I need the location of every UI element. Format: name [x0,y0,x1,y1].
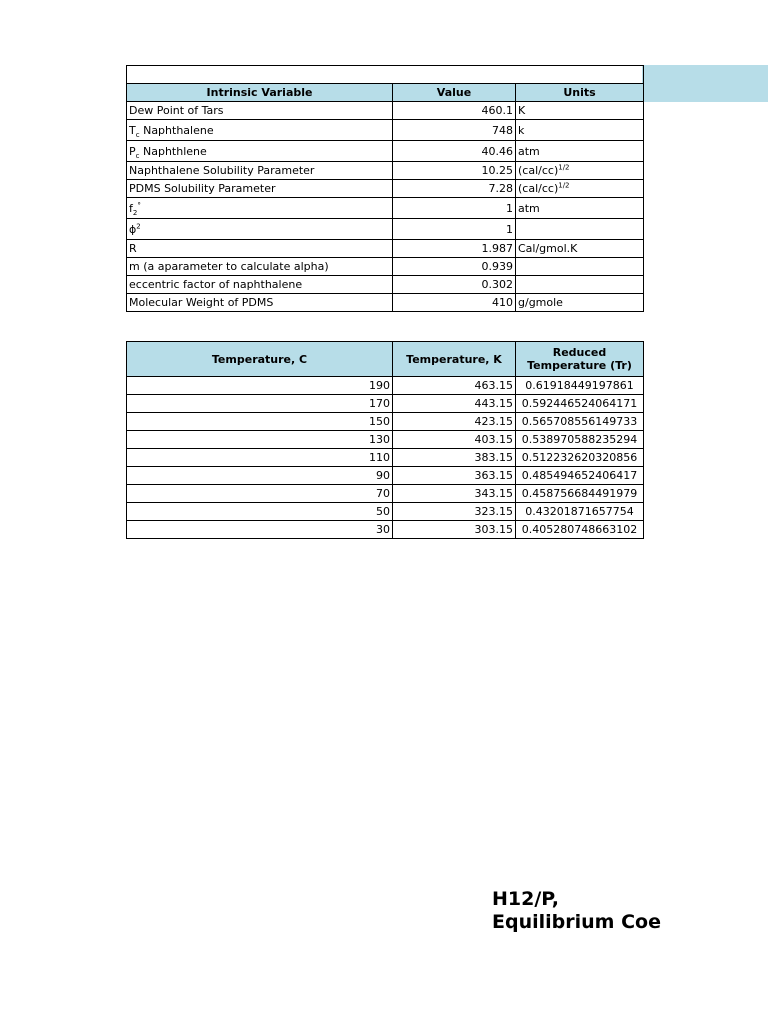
table-row [127,240,644,258]
header-intrinsic-variable: Intrinsic Variable [127,84,393,102]
header-band-fill [642,65,768,102]
value-cell[interactable]: 410 [393,294,516,312]
value-cell[interactable]: 7.28 [393,180,516,198]
tr-cell[interactable]: 0.485494652406417 [516,467,644,485]
temp-k-cell[interactable]: 343.15 [393,485,516,503]
symbol-sub: 2 [132,208,138,217]
tr-cell[interactable]: 0.538970588235294 [516,431,644,449]
reduced-temperature-table [126,341,644,539]
header-row [127,342,644,377]
table-row [127,120,644,141]
tr-cell[interactable]: 0.512232620320856 [516,449,644,467]
header-value: Value [393,84,516,102]
temp-c-cell[interactable]: 30 [127,521,393,539]
variable-cell[interactable] [127,141,393,162]
header-temperature-c: Temperature, C [127,342,393,377]
tr-cell[interactable]: 0.458756684491979 [516,485,644,503]
unit-cell[interactable] [516,219,644,240]
unit-cell[interactable]: K [516,102,644,120]
variable-cell[interactable]: m (a aparameter to calculate alpha) [127,258,393,276]
table-row [127,413,644,431]
unit-exponent: 1/2 [558,163,570,172]
unit-cell[interactable]: Cal/gmol.K [516,240,644,258]
temp-c-cell[interactable]: 130 [127,431,393,449]
table-row [127,294,644,312]
value-cell[interactable]: 1 [393,198,516,219]
temp-c-cell[interactable]: 50 [127,503,393,521]
tr-cell[interactable]: 0.61918449197861 [516,377,644,395]
table-row [127,431,644,449]
table-row [127,180,644,198]
variable-cell[interactable]: R [127,240,393,258]
unit-cell[interactable]: atm [516,141,644,162]
value-cell[interactable]: 1 [393,219,516,240]
tr-cell[interactable]: 0.565708556149733 [516,413,644,431]
symbol-sup: ° [137,200,141,209]
table-row [127,485,644,503]
table-row [127,102,644,120]
unit-cell[interactable]: g/gmole [516,294,644,312]
table-title-row [127,66,644,84]
symbol-sup: 2 [136,221,141,230]
temp-k-cell[interactable]: 303.15 [393,521,516,539]
value-cell[interactable]: 0.302 [393,276,516,294]
value-cell[interactable]: 10.25 [393,162,516,180]
header-temperature-k: Temperature, K [393,342,516,377]
variable-cell[interactable]: eccentric factor of naphthalene [127,276,393,294]
intrinsic-variables-table [126,65,644,312]
variable-cell[interactable]: PDMS Solubility Parameter [127,180,393,198]
symbol-main: P [129,144,136,158]
table-row [127,162,644,180]
table-row [127,198,644,219]
value-cell[interactable]: 0.939 [393,258,516,276]
temp-k-cell[interactable]: 423.15 [393,413,516,431]
temp-c-cell[interactable]: 70 [127,485,393,503]
symbol-main: f [129,201,133,215]
variable-cell[interactable] [127,219,393,240]
header-line-2: Temperature (Tr) [527,359,632,372]
unit-cell[interactable] [516,258,644,276]
table-row [127,141,644,162]
table-row [127,219,644,240]
temp-k-cell[interactable]: 323.15 [393,503,516,521]
section-heading-line-1: H12/P, [492,888,559,910]
temp-k-cell[interactable]: 363.15 [393,467,516,485]
tr-cell[interactable]: 0.43201871657754 [516,503,644,521]
header-units: Units [516,84,644,102]
table-row [127,449,644,467]
table-row [127,276,644,294]
unit-cell[interactable] [516,162,644,180]
temp-c-cell[interactable]: 190 [127,377,393,395]
unit-cell[interactable]: atm [516,198,644,219]
temp-k-cell[interactable]: 443.15 [393,395,516,413]
table-row [127,395,644,413]
value-cell[interactable]: 460.1 [393,102,516,120]
symbol-sub: c [135,130,140,139]
temp-k-cell[interactable]: 383.15 [393,449,516,467]
label-rest: Naphthlene [139,144,207,158]
table-title-cell [127,66,644,84]
section-heading-line-2: Equilibrium Coe [492,911,661,933]
temp-k-cell[interactable]: 403.15 [393,431,516,449]
variable-cell[interactable]: Naphthalene Solubility Parameter [127,162,393,180]
table-row [127,467,644,485]
variable-cell[interactable]: Dew Point of Tars [127,102,393,120]
header-reduced-temperature [516,342,644,377]
temp-c-cell[interactable]: 90 [127,467,393,485]
section-heading [492,888,661,934]
symbol-main: ϕ [129,222,137,236]
table-row [127,521,644,539]
value-cell[interactable]: 1.987 [393,240,516,258]
variable-cell[interactable] [127,120,393,141]
unit-exponent: 1/2 [558,181,570,190]
symbol-sub: c [135,151,140,160]
table-row [127,258,644,276]
header-line-1: Reduced [552,346,607,359]
value-cell[interactable]: 748 [393,120,516,141]
unit-cell[interactable] [516,180,644,198]
unit-cell[interactable]: k [516,120,644,141]
unit-text: (cal/cc) [518,164,559,177]
label-rest: Naphthalene [139,123,214,137]
tr-cell[interactable]: 0.592446524064171 [516,395,644,413]
table-row [127,503,644,521]
unit-cell[interactable] [516,276,644,294]
temp-c-cell[interactable]: 150 [127,413,393,431]
variable-cell[interactable]: Molecular Weight of PDMS [127,294,393,312]
temp-c-cell[interactable]: 110 [127,449,393,467]
value-cell[interactable]: 40.46 [393,141,516,162]
tr-cell[interactable]: 0.405280748663102 [516,521,644,539]
symbol-main: T [129,123,136,137]
table-row [127,377,644,395]
temp-c-cell[interactable]: 170 [127,395,393,413]
header-row [127,84,644,102]
variable-cell[interactable] [127,198,393,219]
unit-text: (cal/cc) [518,182,559,195]
temp-k-cell[interactable]: 463.15 [393,377,516,395]
